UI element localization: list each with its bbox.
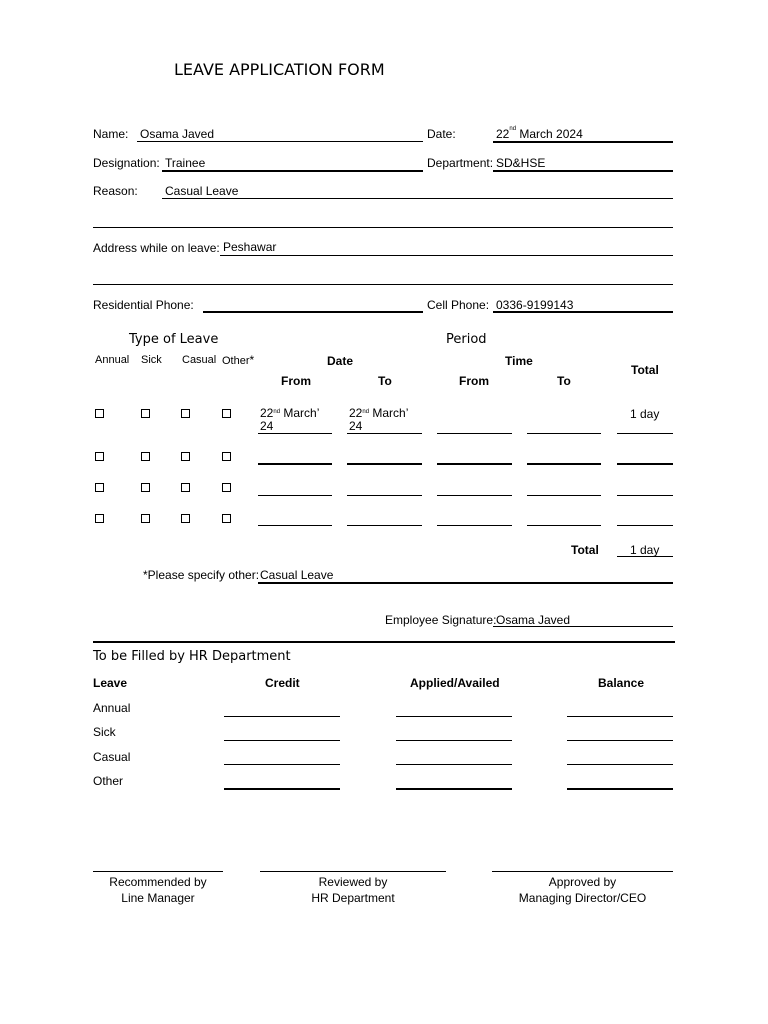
row3-date-from-line[interactable] xyxy=(258,495,332,496)
total-heading: Total xyxy=(631,363,659,377)
hr-row-casual-label: Casual xyxy=(93,750,131,764)
specify-other-label: *Please specify other: xyxy=(143,568,260,582)
row4-date-to-line[interactable] xyxy=(347,525,422,526)
row1-annual-checkbox[interactable] xyxy=(95,409,104,418)
row2-casual-checkbox[interactable] xyxy=(181,452,190,461)
row2-date-to-line[interactable] xyxy=(347,463,422,465)
recommended-by-caption: Recommended by Line Manager xyxy=(109,875,207,905)
hr-row-other-label: Other xyxy=(93,774,124,788)
row4-casual-checkbox[interactable] xyxy=(181,514,190,523)
row1-date-from-line[interactable] xyxy=(258,433,332,434)
form-title: LEAVE APPLICATION FORM xyxy=(174,60,385,79)
row1-sick-checkbox[interactable] xyxy=(141,409,150,418)
hr-row-sick-label: Sick xyxy=(93,725,116,739)
address-field-line[interactable] xyxy=(220,255,673,256)
row4-time-to-line[interactable] xyxy=(527,525,601,526)
row2-annual-checkbox[interactable] xyxy=(95,452,104,461)
hr-sick-applied-line[interactable] xyxy=(396,740,512,741)
row2-time-from-line[interactable] xyxy=(437,463,512,465)
name-field-line[interactable] xyxy=(137,141,423,142)
designation-field-line[interactable] xyxy=(162,170,423,172)
row3-time-to-line[interactable] xyxy=(527,495,601,496)
type-sick-label: Sick xyxy=(141,354,162,366)
hr-casual-balance-line[interactable] xyxy=(567,764,673,765)
name-label: Name: xyxy=(93,127,129,141)
hr-sick-credit-line[interactable] xyxy=(224,740,340,741)
row4-total-line[interactable] xyxy=(617,525,673,526)
row4-date-from-line[interactable] xyxy=(258,525,332,526)
row1-date-to-value: 22nd March’ 24 xyxy=(349,406,409,433)
recommended-signature-line[interactable] xyxy=(93,871,223,872)
date-to-heading: To xyxy=(378,374,392,388)
row3-date-to-line[interactable] xyxy=(347,495,422,496)
time-heading: Time xyxy=(505,354,533,368)
hr-section-heading: To be Filled by HR Department xyxy=(93,649,291,664)
hr-section-divider xyxy=(93,641,675,643)
reason-label: Reason: xyxy=(93,184,138,198)
cell-phone-field-line[interactable] xyxy=(493,311,673,313)
row3-other-checkbox[interactable] xyxy=(222,483,231,492)
hr-annual-credit-line[interactable] xyxy=(224,716,340,717)
row3-sick-checkbox[interactable] xyxy=(141,483,150,492)
date-from-heading: From xyxy=(281,374,311,388)
designation-value: Trainee xyxy=(165,156,206,170)
address-field-line-2[interactable] xyxy=(93,284,673,285)
reason-value: Casual Leave xyxy=(165,184,239,198)
hr-sick-balance-line[interactable] xyxy=(567,740,673,741)
grand-total-value: 1 day xyxy=(630,543,660,557)
grand-total-label: Total xyxy=(571,543,599,557)
department-value: SD&HSE xyxy=(496,156,546,170)
hr-annual-balance-line[interactable] xyxy=(567,716,673,717)
row1-total-value: 1 day xyxy=(630,407,660,421)
hr-other-credit-line[interactable] xyxy=(224,788,340,790)
hr-casual-applied-line[interactable] xyxy=(396,764,512,765)
row1-date-from-value: 22nd March’ 24 xyxy=(260,406,320,433)
cell-phone-value: 0336-9199143 xyxy=(496,298,574,312)
type-annual-label: Annual xyxy=(95,354,130,366)
specify-other-line[interactable] xyxy=(258,582,673,584)
type-casual-label: Casual xyxy=(182,354,217,366)
row2-time-to-line[interactable] xyxy=(527,463,601,465)
reason-field-line[interactable] xyxy=(162,198,673,199)
address-value: Peshawar xyxy=(223,240,277,254)
time-from-heading: From xyxy=(459,374,489,388)
address-label: Address while on leave: xyxy=(93,241,220,255)
hr-col-credit: Credit xyxy=(265,676,300,690)
residential-phone-label: Residential Phone: xyxy=(93,298,194,312)
hr-row-annual-label: Annual xyxy=(93,701,131,715)
type-of-leave-heading: Type of Leave xyxy=(129,332,219,347)
row4-annual-checkbox[interactable] xyxy=(95,514,104,523)
row1-time-to-line[interactable] xyxy=(527,433,601,434)
employee-signature-line[interactable] xyxy=(493,626,673,627)
date-label: Date: xyxy=(427,127,456,141)
date-field-line[interactable] xyxy=(493,141,673,143)
row3-annual-checkbox[interactable] xyxy=(95,483,104,492)
date-value: 22nd March 2024 xyxy=(496,126,583,141)
reviewed-signature-line[interactable] xyxy=(260,871,446,872)
type-other-label: Other* xyxy=(222,353,255,367)
row1-other-checkbox[interactable] xyxy=(222,409,231,418)
row2-other-checkbox[interactable] xyxy=(222,452,231,461)
employee-signature-label: Employee Signature: xyxy=(385,613,497,627)
hr-col-balance: Balance xyxy=(598,676,645,690)
row4-other-checkbox[interactable] xyxy=(222,514,231,523)
name-value: Osama Javed xyxy=(140,127,215,141)
row2-total-line[interactable] xyxy=(617,463,673,465)
reviewed-by-caption: Reviewed by HR Department xyxy=(311,875,395,905)
hr-casual-credit-line[interactable] xyxy=(224,764,340,765)
row4-time-from-line[interactable] xyxy=(437,525,512,526)
row3-total-line[interactable] xyxy=(617,495,673,496)
hr-col-leave: Leave xyxy=(93,676,128,690)
row1-time-from-line[interactable] xyxy=(437,433,512,434)
date-heading: Date xyxy=(327,354,354,368)
row1-casual-checkbox[interactable] xyxy=(181,409,190,418)
residential-phone-field-line[interactable] xyxy=(203,311,423,313)
employee-signature-value: Osama Javed xyxy=(496,613,571,627)
reason-field-line-2[interactable] xyxy=(93,227,673,228)
hr-annual-applied-line[interactable] xyxy=(396,716,512,717)
row3-time-from-line[interactable] xyxy=(437,495,512,496)
grand-total-line[interactable] xyxy=(617,556,673,557)
period-heading: Period xyxy=(446,332,487,347)
cell-phone-label: Cell Phone: xyxy=(427,298,490,312)
approved-signature-line[interactable] xyxy=(492,871,673,872)
row2-date-from-line[interactable] xyxy=(258,463,332,465)
department-label: Department: xyxy=(427,156,494,170)
row1-date-to-line[interactable] xyxy=(347,433,422,434)
row3-casual-checkbox[interactable] xyxy=(181,483,190,492)
row4-sick-checkbox[interactable] xyxy=(141,514,150,523)
department-field-line[interactable] xyxy=(493,170,673,172)
hr-other-balance-line[interactable] xyxy=(567,788,673,790)
row1-total-line[interactable] xyxy=(617,433,673,434)
time-to-heading: To xyxy=(557,374,571,388)
designation-label: Designation: xyxy=(93,156,160,170)
approved-by-caption: Approved by Managing Director/CEO xyxy=(518,875,647,905)
specify-other-value: Casual Leave xyxy=(260,568,334,582)
row2-sick-checkbox[interactable] xyxy=(141,452,150,461)
hr-col-applied: Applied/Availed xyxy=(410,676,500,690)
hr-other-applied-line[interactable] xyxy=(396,788,512,790)
